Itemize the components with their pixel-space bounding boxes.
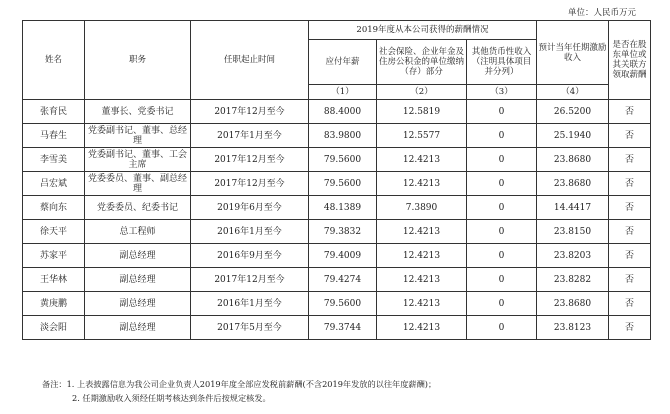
- cell-related: 否: [609, 268, 651, 292]
- cell-term: 2017年1月至今: [191, 124, 309, 148]
- cell-related: 否: [609, 244, 651, 268]
- header-num-3: （3）: [467, 85, 537, 100]
- header-position: 职务: [85, 21, 191, 100]
- cell-name: 蔡向东: [23, 196, 85, 220]
- cell-name: 黄庚鹏: [23, 292, 85, 316]
- cell-salary: 79.4009: [309, 244, 377, 268]
- cell-term: 2017年5月至今: [191, 316, 309, 340]
- table-row: [23, 316, 651, 340]
- cell-related: 否: [609, 316, 651, 340]
- header-group-title: 2019年度从本公司获得的薪酬情况: [309, 21, 537, 40]
- cell-salary: 79.4274: [309, 268, 377, 292]
- cell-term: 2017年12月至今: [191, 172, 309, 196]
- cell-term: 2016年9月至今: [191, 244, 309, 268]
- cell-incentive: 23.8123: [537, 316, 609, 340]
- cell-social: 12.4213: [377, 268, 467, 292]
- cell-name: 李雪美: [23, 148, 85, 172]
- note-2: 2. 任期激励收入须经任期考核达到条件后按规定核发。: [72, 393, 271, 403]
- cell-social: 12.4213: [377, 148, 467, 172]
- cell-social: 12.4213: [377, 244, 467, 268]
- table-row: [23, 268, 651, 292]
- cell-salary: 79.5600: [309, 148, 377, 172]
- cell-name: 马春生: [23, 124, 85, 148]
- cell-related: 否: [609, 220, 651, 244]
- cell-position: 党委副书记、董事、工会主席: [85, 148, 191, 172]
- cell-name: 淡会阳: [23, 316, 85, 340]
- header-other: 其他货币性收入（注明具体项目并分列）: [467, 40, 537, 85]
- cell-related: 否: [609, 124, 651, 148]
- cell-other: 0: [467, 292, 537, 316]
- cell-related: 否: [609, 172, 651, 196]
- cell-term: 2017年12月至今: [191, 148, 309, 172]
- cell-name: 张育民: [23, 100, 85, 124]
- header-num-1: （1）: [309, 85, 377, 100]
- cell-social: 12.4213: [377, 316, 467, 340]
- cell-social: 7.3890: [377, 196, 467, 220]
- note-1: 备注：1. 上表披露信息为我公司企业负责人2019年度全部应发税前薪酬(不含2019年发放的以往年度薪酬)；: [42, 379, 437, 389]
- cell-name: 苏家平: [23, 244, 85, 268]
- cell-position: 副总经理: [85, 244, 191, 268]
- cell-incentive: 23.8150: [537, 220, 609, 244]
- cell-term: 2019年6月至今: [191, 196, 309, 220]
- cell-social: 12.4213: [377, 172, 467, 196]
- cell-name: 王华林: [23, 268, 85, 292]
- header-related: 是否在股东单位或其关联方领取薪酬: [609, 21, 651, 100]
- cell-other: 0: [467, 220, 537, 244]
- table-row: [23, 124, 651, 148]
- cell-incentive: 25.1940: [537, 124, 609, 148]
- cell-other: 0: [467, 172, 537, 196]
- header-num-2: （2）: [377, 85, 467, 100]
- cell-term: 2017年12月至今: [191, 268, 309, 292]
- cell-salary: 79.3744: [309, 316, 377, 340]
- cell-salary: 88.4000: [309, 100, 377, 124]
- cell-position: 总工程师: [85, 220, 191, 244]
- cell-salary: 48.1389: [309, 196, 377, 220]
- compensation-table: [22, 20, 651, 340]
- cell-social: 12.4213: [377, 220, 467, 244]
- table-row: [23, 292, 651, 316]
- cell-salary: 83.9800: [309, 124, 377, 148]
- cell-related: 否: [609, 148, 651, 172]
- cell-salary: 79.5600: [309, 292, 377, 316]
- cell-other: 0: [467, 316, 537, 340]
- cell-other: 0: [467, 124, 537, 148]
- header-name: 姓名: [23, 21, 85, 100]
- cell-social: 12.4213: [377, 292, 467, 316]
- cell-name: 吕宏斌: [23, 172, 85, 196]
- cell-position: 董事长、党委书记: [85, 100, 191, 124]
- cell-other: 0: [467, 268, 537, 292]
- cell-name: 徐天平: [23, 220, 85, 244]
- table-row: [23, 220, 651, 244]
- cell-related: 否: [609, 196, 651, 220]
- cell-other: 0: [467, 244, 537, 268]
- cell-incentive: 23.8680: [537, 292, 609, 316]
- header-num-4: （4）: [537, 85, 609, 100]
- cell-incentive: 23.8680: [537, 172, 609, 196]
- unit-label: 单位：人民币万元: [567, 8, 636, 18]
- cell-position: 副总经理: [85, 268, 191, 292]
- cell-related: 否: [609, 292, 651, 316]
- cell-term: 2016年1月至今: [191, 220, 309, 244]
- table-row: [23, 148, 651, 172]
- cell-position: 副总经理: [85, 316, 191, 340]
- cell-social: 12.5819: [377, 100, 467, 124]
- cell-salary: 79.5600: [309, 172, 377, 196]
- cell-incentive: 14.4417: [537, 196, 609, 220]
- cell-other: 0: [467, 100, 537, 124]
- notes: [42, 377, 436, 405]
- table-row: [23, 244, 651, 268]
- cell-incentive: 26.5200: [537, 100, 609, 124]
- cell-related: 否: [609, 100, 651, 124]
- cell-incentive: 23.8282: [537, 268, 609, 292]
- table-row: [23, 196, 651, 220]
- cell-position: 党委副书记、董事、总经理: [85, 124, 191, 148]
- cell-position: 副总经理: [85, 292, 191, 316]
- cell-term: 2017年12月至今: [191, 100, 309, 124]
- cell-position: 党委委员、董事、副总经理: [85, 172, 191, 196]
- cell-position: 党委委员、纪委书记: [85, 196, 191, 220]
- header-salary: 应付年薪: [309, 40, 377, 85]
- header-incentive: 预计当年任期激励收入: [537, 21, 609, 85]
- cell-social: 12.5577: [377, 124, 467, 148]
- cell-incentive: 23.8680: [537, 148, 609, 172]
- cell-term: 2016年1月至今: [191, 292, 309, 316]
- cell-salary: 79.3832: [309, 220, 377, 244]
- table-row: [23, 100, 651, 124]
- cell-incentive: 23.8203: [537, 244, 609, 268]
- cell-other: 0: [467, 148, 537, 172]
- cell-other: 0: [467, 196, 537, 220]
- header-social: 社会保险、企业年金及住房公积金的单位缴纳（存）部分: [377, 40, 467, 85]
- header-term: 任职起止时间: [191, 21, 309, 100]
- table-row: [23, 172, 651, 196]
